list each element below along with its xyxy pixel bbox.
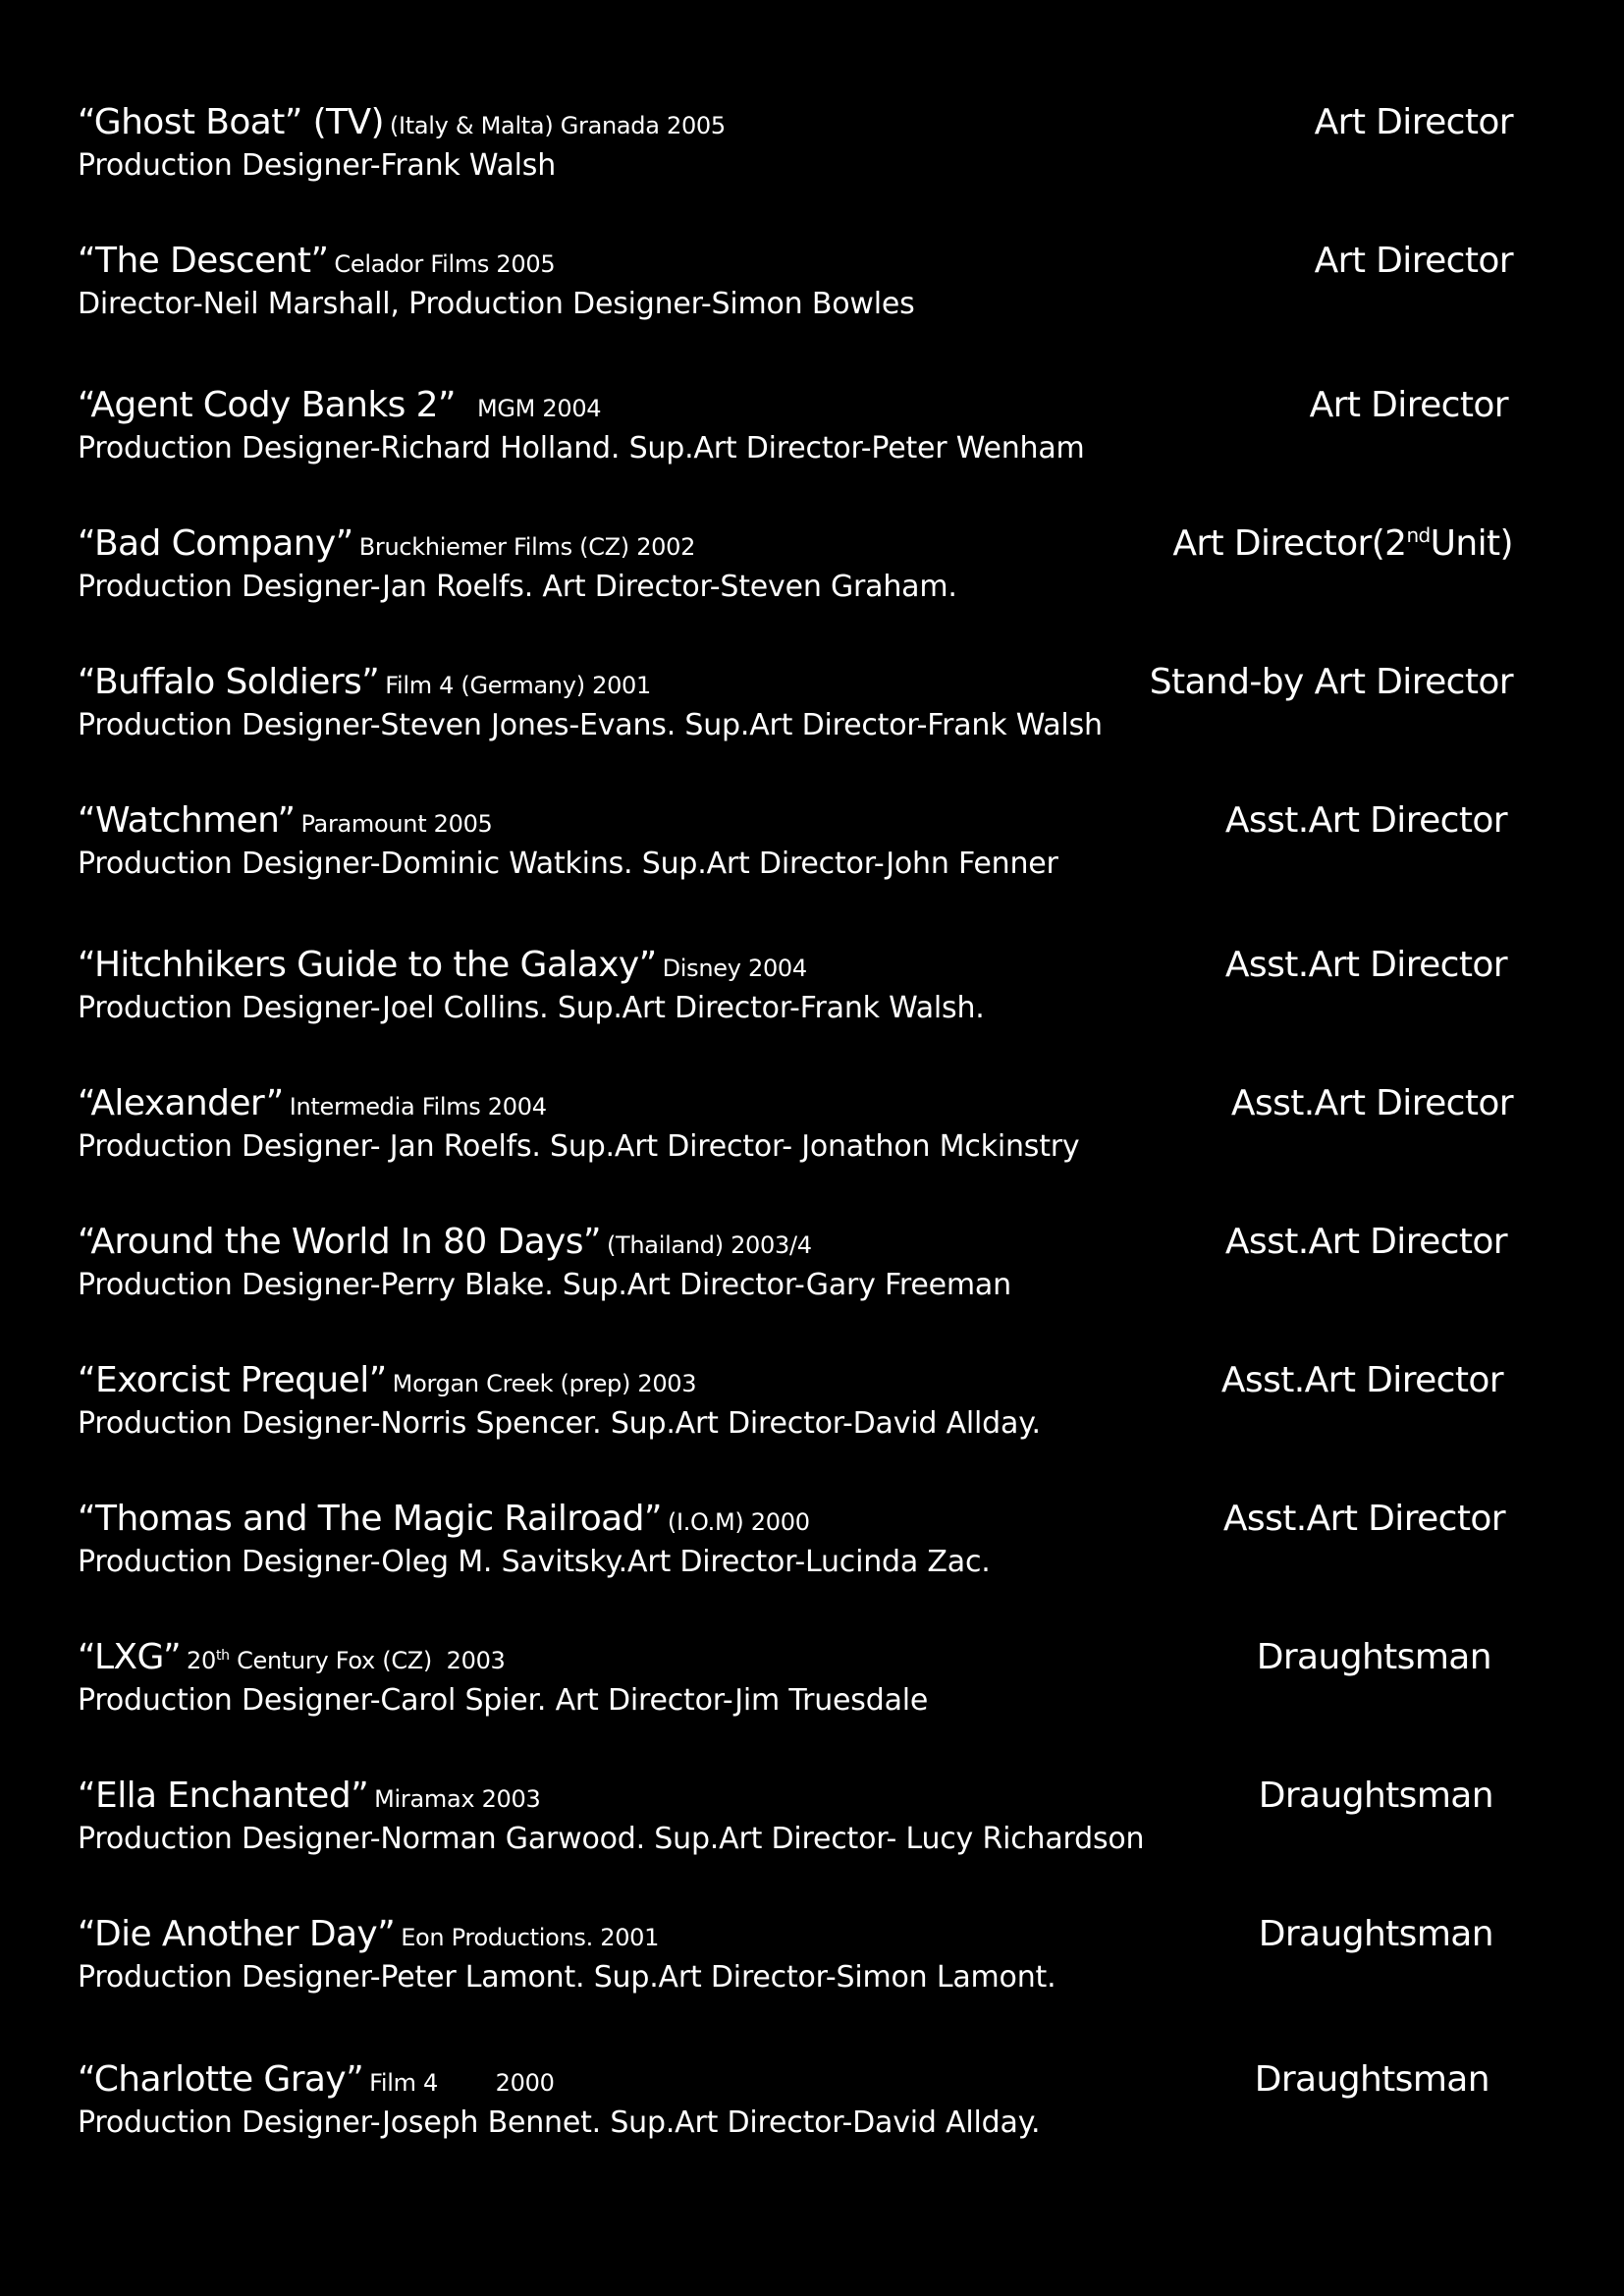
title-line	[78, 1083, 547, 1123]
credits-line: Production Designer-Richard Holland. Sup.Art Director-Peter Wenham	[78, 431, 1085, 465]
title-line	[78, 945, 807, 985]
credit-entry	[78, 1778, 1521, 1877]
credit-entry	[78, 385, 1521, 486]
title-line	[78, 385, 602, 425]
film-info: Morgan Creek (prep) 2003	[392, 1370, 697, 1397]
credit-entry	[78, 1222, 1521, 1323]
role-label: Asst.Art Director	[1222, 1499, 1505, 1539]
film-title: “The Descent”	[78, 241, 329, 281]
credit-entry	[78, 1914, 1521, 2015]
film-info: (Thailand) 2003/4	[606, 1231, 812, 1259]
film-info: Eon Productions. 2001	[401, 1924, 660, 1951]
role-label: Draughtsman	[1258, 1914, 1493, 1954]
film-title: “Around the World In 80 Days”	[78, 1222, 601, 1262]
film-title: “Exorcist Prequel”	[78, 1360, 387, 1400]
role-label: Stand-by Art Director	[1149, 662, 1513, 702]
role-label: Art Director	[1314, 102, 1513, 142]
title-line	[78, 800, 493, 841]
info-text: Century Fox (CZ) 2003	[229, 1647, 506, 1674]
film-info	[187, 1647, 506, 1674]
film-title: “Die Another Day”	[78, 1914, 396, 1954]
film-title: “Buffalo Soldiers”	[78, 662, 380, 702]
role-label: Art Director	[1309, 385, 1508, 425]
film-info: (I.O.M) 2000	[667, 1508, 810, 1536]
film-info: Celador Films 2005	[334, 250, 556, 278]
credit-entry	[78, 1637, 1521, 1738]
credits-line: Production Designer-Frank Walsh	[78, 148, 557, 183]
credit-entry	[78, 241, 1521, 342]
credits-line: Director-Neil Marshall, Production Designer-Simon Bowles	[78, 287, 915, 321]
film-info: Film 4 2000	[369, 2069, 555, 2097]
film-info: Bruckhiemer Films (CZ) 2002	[358, 533, 696, 561]
film-title: “Ella Enchanted”	[78, 1776, 369, 1816]
title-line	[78, 1360, 697, 1400]
role-label: Asst.Art Director	[1224, 945, 1507, 985]
credit-entry	[78, 1499, 1521, 1600]
info-text: 20	[187, 1647, 216, 1674]
info-superscript: th	[215, 1648, 230, 1664]
credits-line: Production Designer-Carol Spier. Art Director-Jim Truesdale	[78, 1683, 929, 1718]
credits-line: Production Designer-Norris Spencer. Sup.Art Director-David Allday.	[78, 1406, 1041, 1441]
film-title: “Thomas and The Magic Railroad”	[78, 1499, 662, 1539]
credits-line: Production Designer-Joseph Bennet. Sup.Art Director-David Allday.	[78, 2105, 1041, 2140]
credits-line: Production Designer-Dominic Watkins. Sup.Art Director-John Fenner	[78, 847, 1058, 881]
film-info: Film 4 (Germany) 2001	[385, 672, 651, 699]
credit-entry	[78, 2059, 1521, 2160]
title-line	[78, 523, 696, 564]
credits-line: Production Designer-Perry Blake. Sup.Art Director-Gary Freeman	[78, 1268, 1011, 1302]
credit-entry	[78, 102, 1521, 203]
title-line	[78, 662, 651, 702]
credit-entry	[78, 1360, 1521, 1461]
title-line	[78, 241, 556, 281]
film-title: “LXG”	[78, 1637, 182, 1677]
title-line	[78, 1778, 540, 1814]
credits-line: Production Designer-Oleg M. Savitsky.Art Director-Lucinda Zac.	[78, 1545, 991, 1579]
film-title: “Alexander”	[78, 1083, 284, 1123]
film-info: MGM 2004	[476, 395, 602, 422]
role-label: Draughtsman	[1256, 1637, 1491, 1677]
credits-line: Production Designer-Norman Garwood. Sup.Art Director- Lucy Richardson	[78, 1822, 1145, 1856]
title-line	[78, 2059, 555, 2100]
role-superscript: nd	[1406, 523, 1431, 547]
role-text: Art Director(2	[1172, 523, 1407, 564]
role-text: Unit)	[1430, 523, 1513, 564]
credit-entry	[78, 662, 1521, 763]
role-label: Draughtsman	[1258, 1776, 1493, 1816]
role-label: Asst.Art Director	[1220, 1360, 1503, 1400]
film-title: “Bad Company”	[78, 523, 353, 564]
role-label: Asst.Art Director	[1224, 800, 1507, 841]
title-line	[78, 1914, 660, 1954]
credits-line: Production Designer- Jan Roelfs. Sup.Art Director- Jonathon Mckinstry	[78, 1129, 1080, 1164]
film-title: “Ghost Boat” (TV)	[78, 102, 384, 142]
film-title: “Watchmen”	[78, 800, 296, 841]
film-title: “Agent Cody Banks 2”	[78, 385, 456, 425]
credits-line: Production Designer-Jan Roelfs. Art Director-Steven Graham.	[78, 570, 957, 604]
film-info: Disney 2004	[662, 955, 807, 982]
title-line	[78, 1499, 810, 1539]
title-line	[78, 1222, 812, 1262]
title-line	[78, 1637, 506, 1677]
role-label: Asst.Art Director	[1224, 1222, 1507, 1262]
credit-entry	[78, 523, 1521, 625]
film-info: (Italy & Malta) Granada 2005	[389, 112, 726, 139]
title-line	[78, 102, 726, 142]
role-label	[1172, 523, 1513, 564]
film-info: Miramax 2003	[374, 1785, 541, 1813]
film-title: “Charlotte Gray”	[78, 2059, 364, 2100]
role-label: Asst.Art Director	[1230, 1083, 1513, 1123]
credit-entry	[78, 945, 1521, 1046]
credits-line: Production Designer-Steven Jones-Evans. Sup.Art Director-Frank Walsh	[78, 708, 1103, 742]
film-info: Paramount 2005	[300, 810, 493, 838]
credit-entry	[78, 1083, 1521, 1184]
role-label: Art Director	[1314, 241, 1513, 281]
credit-entry	[78, 800, 1521, 902]
credits-line: Production Designer-Joel Collins. Sup.Art Director-Frank Walsh.	[78, 991, 985, 1025]
credits-line: Production Designer-Peter Lamont. Sup.Art Director-Simon Lamont.	[78, 1960, 1056, 1995]
film-title: “Hitchhikers Guide to the Galaxy”	[78, 945, 657, 985]
role-label: Draughtsman	[1254, 2059, 1489, 2100]
film-info: Intermedia Films 2004	[289, 1093, 547, 1121]
